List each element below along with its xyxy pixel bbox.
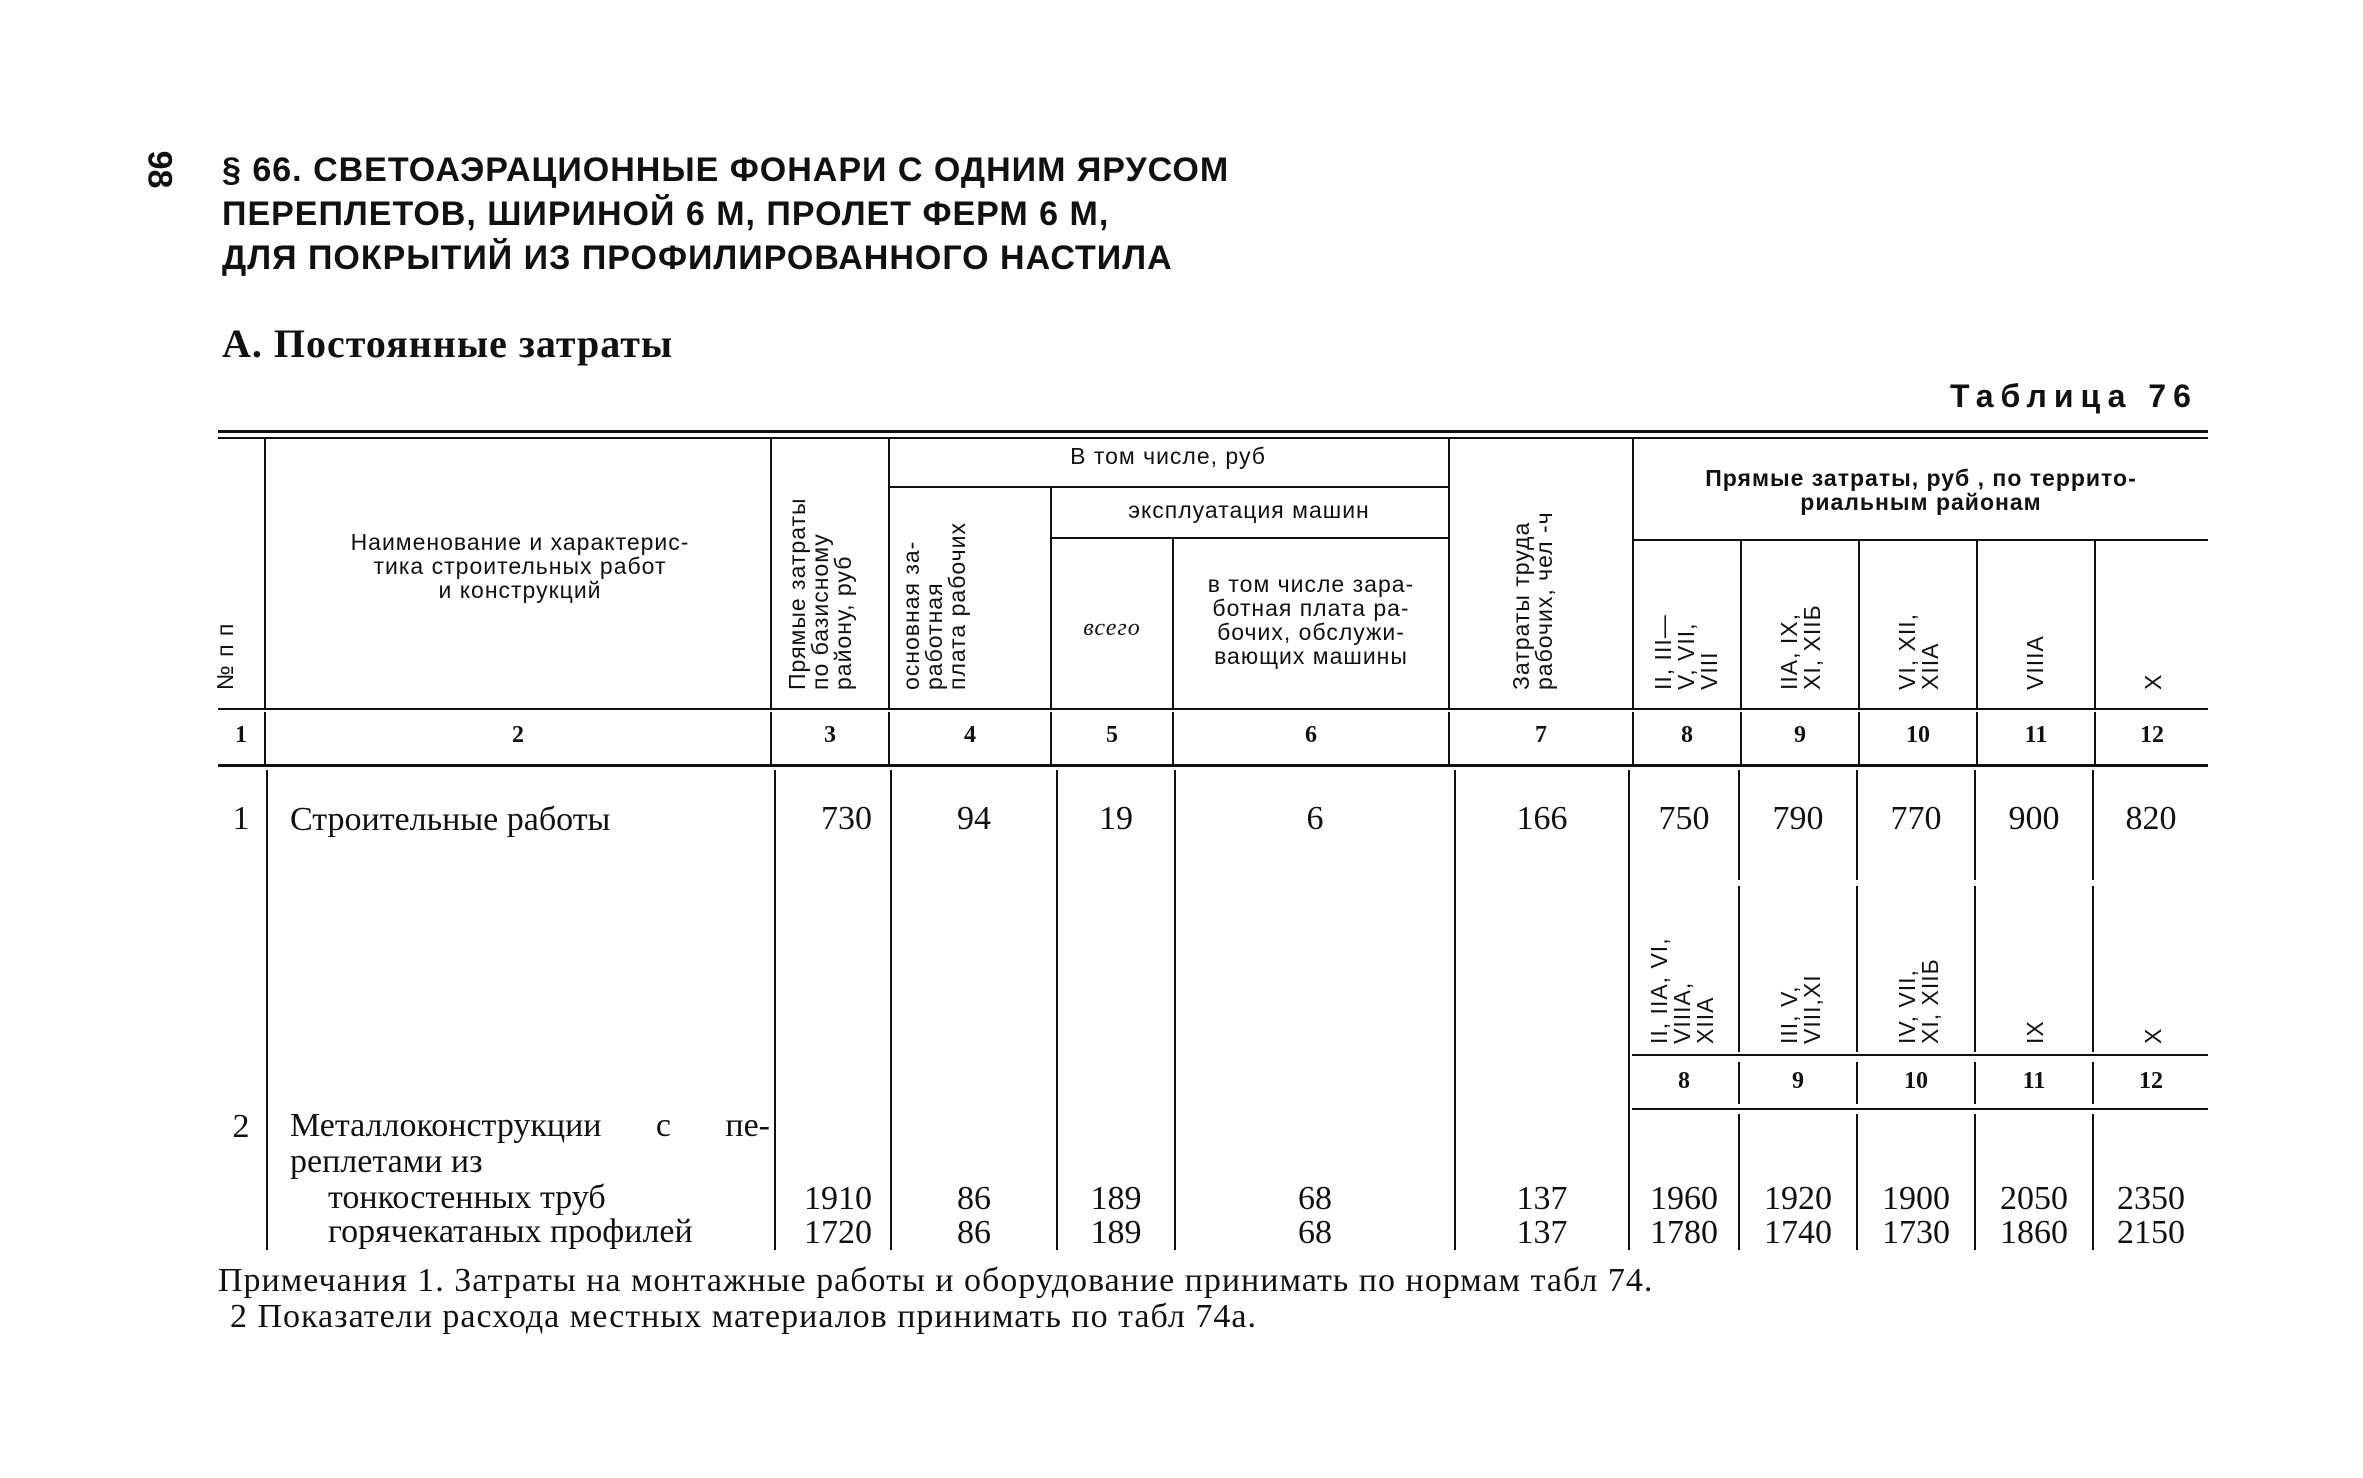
page-number: 98 <box>140 150 179 189</box>
header-group-including: В том числе, руб <box>1070 443 1266 469</box>
header-region-12: X <box>2140 673 2166 690</box>
header-region-9: IIA, IX, XI, XIIБ <box>1776 604 1825 690</box>
header-region-b-8: II, IIA, VI, VIIIA, XIIA <box>1646 937 1718 1044</box>
section-title-line2: ПЕРЕПЛЕТОВ, ШИРИНОЙ 6 М, ПРОЛЕТ ФЕРМ 6 М, <box>222 195 1110 233</box>
header-region-b-11: IX <box>2022 1020 2048 1044</box>
header-region-b-12: X <box>2140 1027 2166 1044</box>
note-2: 2 Показатели расхода местных материалов принимать по табл 74а. <box>230 1298 1257 1335</box>
header-col5: всего <box>1083 615 1141 641</box>
header-col7: Затраты труда рабочих, чел -ч <box>1508 511 1557 690</box>
header-col6: в том числе зара- ботная плата ра- бочих, обслужи- вающих машины <box>1207 571 1415 669</box>
header-region-b-10: IV, VII, XI, XIIБ <box>1894 958 1943 1044</box>
header-col4: основная за- работная плата рабочих <box>898 522 970 690</box>
header-group-machines: эксплуатация машин <box>1128 497 1370 523</box>
table-label: Таблица 76 <box>1950 378 2198 414</box>
header-region-b-9: III, V, VIII,XI <box>1776 974 1825 1044</box>
section-title-line3: ДЛЯ ПОКРЫТИЙ ИЗ ПРОФИЛИРОВАННОГО НАСТИЛА <box>222 239 1173 277</box>
note-1: Примечания 1. Затраты на монтажные работы и оборудование принимать по нормам табл 74. <box>218 1262 1654 1299</box>
header-col2: Наименование и характерис- тика строительных работ и конструкций <box>350 529 690 603</box>
header-col1: № п п <box>212 622 238 690</box>
header-region-8: II, III— V, VII, VIII <box>1650 614 1722 690</box>
section-title-line1: § 66. СВЕТОАЭРАЦИОННЫЕ ФОНАРИ С ОДНИМ ЯРУСОМ <box>222 151 1230 189</box>
header-region-10: VI, XII, XIIA <box>1894 612 1943 690</box>
section-subtitle: А. Постоянные затраты <box>222 321 674 366</box>
header-group-regions: Прямые затраты, руб , по террито- риальным районам <box>1705 465 2137 515</box>
header-region-11: VIIIA <box>2022 635 2048 690</box>
header-col3: Прямые затраты по базисному району, руб <box>784 497 856 690</box>
section-title <box>222 148 1229 280</box>
